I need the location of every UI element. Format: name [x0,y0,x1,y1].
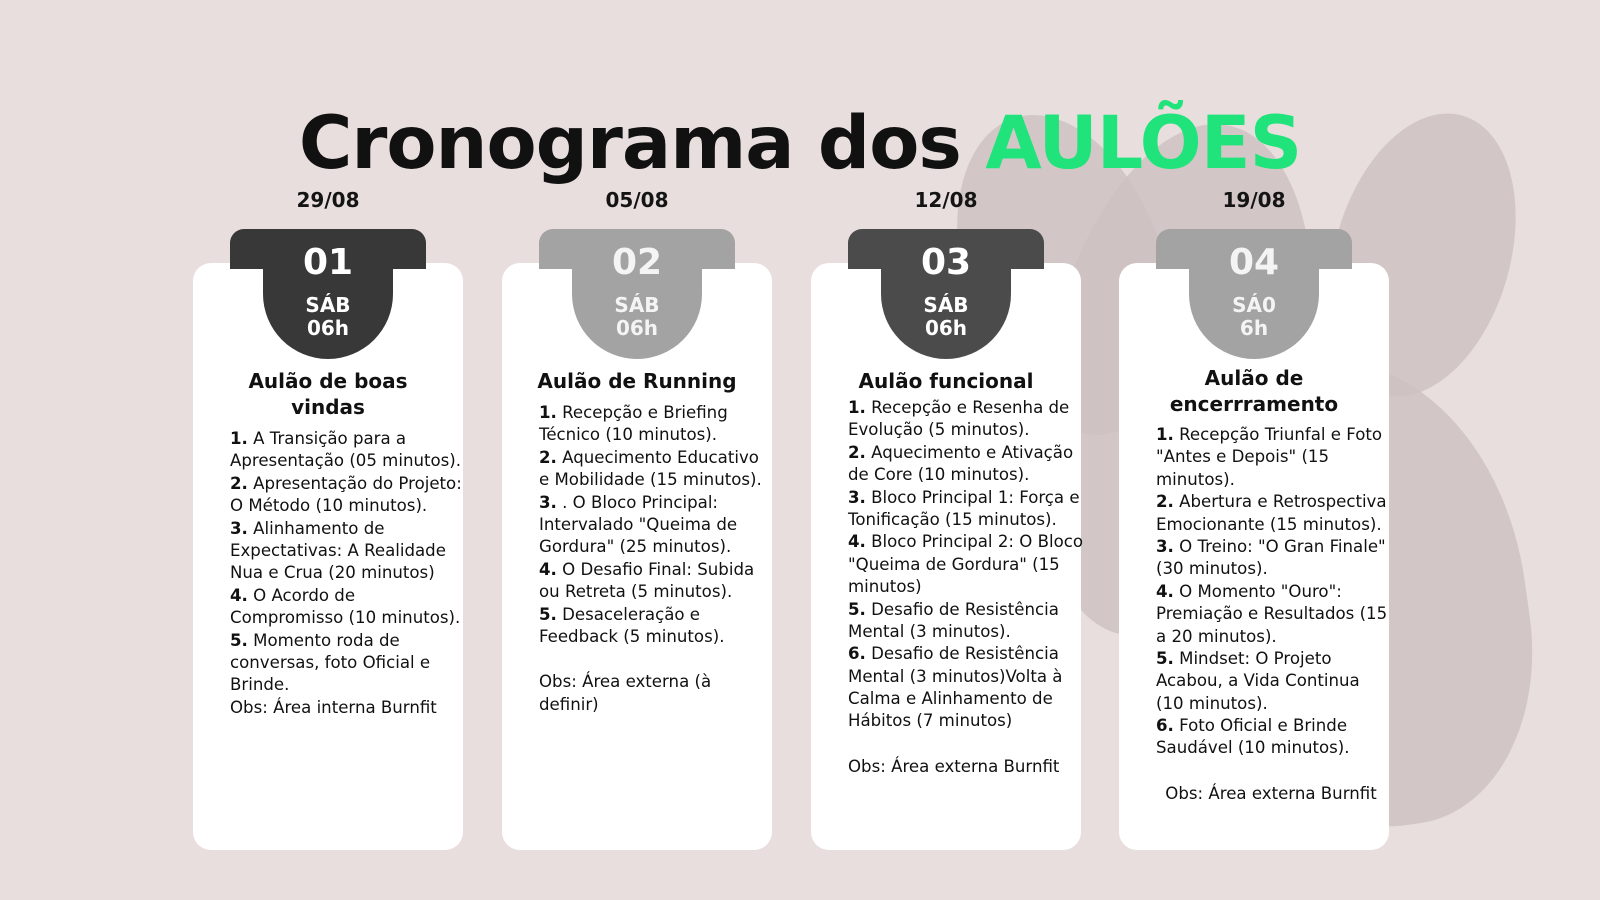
list-item [230,473,465,518]
item-number: 5. [539,604,557,624]
item-number: 2. [1156,492,1174,512]
page-title-accent: AULÕES [985,100,1302,186]
list-item [539,402,774,447]
item-number: 2. [848,442,866,462]
list-item [539,447,774,492]
card-title: Aulão de boas vindas [248,369,408,419]
item-number: 4. [848,532,866,552]
card-time: 06h [615,316,659,340]
location-note: Obs: Área interna Burnfit [230,697,437,717]
card-number: 03 [920,242,972,283]
item-number: 5. [848,599,866,619]
card-time: 06h [924,316,968,340]
item-text: Bloco Principal 2: O Bloco "Queima de Gordura" (15 minutos) [848,532,1083,597]
item-number: 1. [1156,425,1174,444]
list-item [848,643,1083,733]
card-badge [572,229,702,359]
item-number: 2. [230,473,248,493]
list-item [848,442,1083,487]
item-text: Apresentação do Projeto: O Método (10 minutos). [230,473,462,516]
list-item [230,518,465,585]
item-text: Bloco Principal 1: Força e Tonificação (15 minutos). [848,487,1080,529]
item-text: Desafio de Resistência Mental (3 minutos)Volta à Calma e Alinhamento de Hábitos (7 minutos) [848,644,1063,731]
card-day: SÁ0 [1232,293,1276,317]
item-text: . O Bloco Principal: Intervalado "Queima de Gordura" (25 minutos). [539,492,738,557]
item-text: A Transição para a Apresentação (05 minutos). [230,429,462,471]
card-title: Aulão de encerrramento [1169,366,1339,416]
item-text: Mindset: O Projeto Acabou, a Vida Continua (10 minutos). [1156,648,1360,713]
card-time: 06h [306,316,350,340]
list-item [848,599,1083,644]
list-item [848,531,1083,598]
schedule-card-03 [811,0,1081,860]
schedule-card-04 [1119,0,1389,860]
schedule-card-01 [193,0,463,860]
list-item [1156,424,1391,491]
card-day: SÁB [923,293,969,317]
list-item [539,492,774,559]
card-number: 02 [611,242,663,283]
card-badge [1189,229,1319,359]
item-text: Foto Oficial e Brinde Saudável (10 minutos). [1156,716,1350,758]
item-number: 5. [1156,648,1174,668]
list-item [1156,715,1391,760]
item-text: Abertura e Retrospectiva Emocionante (15 minutos). [1156,492,1387,534]
list-item [539,559,774,604]
item-number: 2. [539,447,557,467]
item-number: 1. [539,403,557,422]
card-date: 29/08 [296,188,360,212]
list-item [1156,648,1391,715]
item-number: 1. [230,429,248,448]
item-number: 4. [230,585,248,605]
location-note: Obs: Área externa (à definir) [539,672,712,714]
item-text: Recepção e Briefing Técnico (10 minutos). [539,403,728,445]
item-number: 3. [230,518,248,538]
item-text: Alinhamento de Expectativas: A Realidade Nua e Crua (20 minutos) [230,518,446,583]
item-text: Desaceleração e Feedback (5 minutos). [539,604,725,646]
item-number: 4. [539,559,557,579]
item-text: O Desafio Final: Subida ou Retreta (5 minutos). [539,559,755,602]
list-item [848,487,1083,532]
item-number: 3. [848,487,866,507]
card-date: 05/08 [605,188,669,212]
item-text: O Treino: "O Gran Finale" (30 minutos). [1156,536,1386,579]
card-day: SÁB [614,293,660,317]
card-badge [881,229,1011,359]
list-item [848,397,1083,442]
page-title-prefix: Cronograma dos [298,100,986,186]
card-date: 12/08 [914,188,978,212]
card-day: SÁB [305,293,351,317]
item-text: Desafio de Resistência Mental (3 minutos). [848,599,1059,641]
item-number: 3. [1156,536,1174,556]
card-content [848,397,1083,778]
item-number: 1. [848,398,866,417]
card-date: 19/08 [1222,188,1286,212]
item-number: 3. [539,492,557,512]
item-text: Aquecimento e Ativação de Core (10 minutos). [848,442,1074,485]
item-text: Momento roda de conversas, foto Oficial e Brinde. [230,630,431,695]
card-title: Aulão de Running [537,369,737,393]
schedule-card-02 [502,0,772,860]
item-number: 6. [1156,716,1174,736]
card-title: Aulão funcional [858,369,1034,393]
list-item [1156,491,1391,536]
item-text: Recepção Triunfal e Foto "Antes e Depois" (15 minutos). [1156,425,1383,489]
card-number: 04 [1228,242,1280,283]
item-text: Aquecimento Educativo e Mobilidade (15 minutos). [539,447,762,490]
item-text: O Momento "Ouro": Premiação e Resultados (15 a 20 minutos). [1156,581,1388,646]
card-content [539,402,774,716]
location-note: Obs: Área externa Burnfit [848,756,1060,776]
list-item [1156,536,1391,581]
item-number: 5. [230,630,248,650]
list-item [230,630,465,697]
item-text: Recepção e Resenha de Evolução (5 minutos). [848,398,1070,440]
card-badge [263,229,393,359]
list-item [1156,581,1391,648]
card-content [1156,424,1391,805]
location-note: Obs: Área externa Burnfit [1165,783,1377,803]
item-number: 4. [1156,581,1174,601]
card-content [230,428,465,719]
list-item [539,604,774,649]
item-number: 6. [848,644,866,664]
item-text: O Acordo de Compromisso (10 minutos). [230,585,461,628]
list-item [230,585,465,630]
list-item [230,428,465,473]
card-number: 01 [302,242,354,283]
card-time: 6h [1239,316,1269,340]
